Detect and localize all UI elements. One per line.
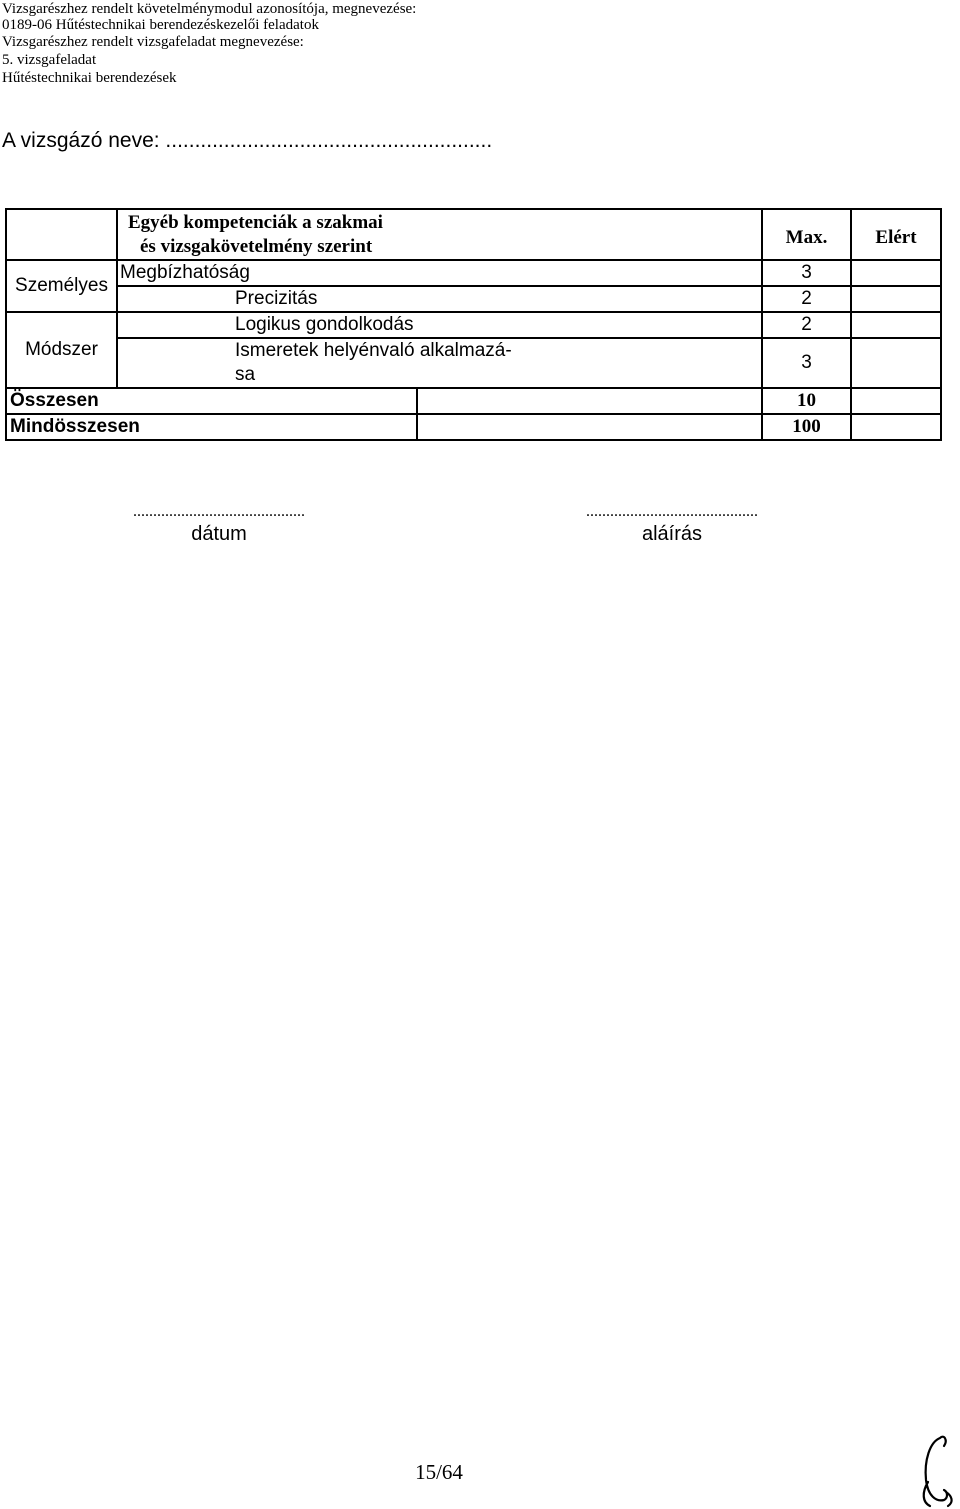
date-dots: ........................................... — [133, 503, 305, 520]
handwritten-initial-mark — [918, 1430, 958, 1508]
table-header-row — [6, 209, 941, 260]
competency-table — [5, 208, 942, 441]
competency-label-line1: Ismeretek helyénvaló alkalmazá- — [235, 340, 512, 361]
max-value: 2 — [762, 286, 851, 312]
signature-block — [541, 500, 803, 546]
competency-label: Megbízhatóság — [117, 260, 762, 286]
total-label: Összesen — [6, 388, 417, 414]
competency-label: Logikus gondolkodás — [117, 312, 762, 338]
grand-total-label: Mindösszesen — [6, 414, 417, 440]
table-row — [6, 338, 941, 388]
competency-label-line2: sa — [235, 364, 256, 385]
achieved-value[interactable] — [851, 338, 941, 388]
date-label: dátum — [191, 523, 247, 545]
max-value: 3 — [762, 260, 851, 286]
group-label-method: Módszer — [6, 312, 117, 388]
grand-total-spacer — [417, 414, 762, 440]
date-block — [89, 500, 349, 546]
achieved-value[interactable] — [851, 312, 941, 338]
competency-heading-line1: Egyéb kompetenciák a szakmai — [128, 212, 383, 233]
candidate-name-line: A vizsgázó neve: ........................................................ — [2, 129, 493, 152]
achieved-value[interactable] — [851, 260, 941, 286]
max-value: 3 — [762, 338, 851, 388]
grand-total-max: 100 — [762, 414, 851, 440]
header-module-label: Vizsgarészhez rendelt követelménymodul azonosítója, megnevezése: — [2, 1, 417, 17]
header-task-name: Hűtéstechnikai berendezések — [2, 70, 177, 86]
competency-label — [117, 338, 762, 388]
max-value: 2 — [762, 312, 851, 338]
competency-heading-cell — [117, 209, 762, 260]
grand-total-row — [6, 414, 941, 440]
grand-total-achieved[interactable] — [851, 414, 941, 440]
header-module-name: 0189-06 Hűtéstechnikai berendezéskezelői feladatok — [2, 17, 319, 33]
signature-label: aláírás — [641, 523, 703, 545]
page-number: 15/64 — [415, 1460, 463, 1484]
total-max: 10 — [762, 388, 851, 414]
header-task-number: 5. vizsgafeladat — [2, 52, 97, 68]
header-task-label: Vizsgarészhez rendelt vizsgafeladat megnevezése: — [2, 34, 304, 50]
table-row — [6, 286, 941, 312]
achieved-value[interactable] — [851, 286, 941, 312]
total-spacer — [417, 388, 762, 414]
group-label-personal: Személyes — [6, 260, 117, 312]
table-row — [6, 312, 941, 338]
empty-header-cell — [6, 209, 117, 260]
achieved-header: Elért — [851, 209, 941, 260]
competency-heading-line2: és vizsgakövetelmény szerint — [140, 236, 373, 257]
total-achieved[interactable] — [851, 388, 941, 414]
competency-label: Precizitás — [117, 286, 762, 312]
max-header: Max. — [762, 209, 851, 260]
total-row — [6, 388, 941, 414]
signature-dots: ........................................... — [586, 503, 758, 520]
table-row — [6, 260, 941, 286]
